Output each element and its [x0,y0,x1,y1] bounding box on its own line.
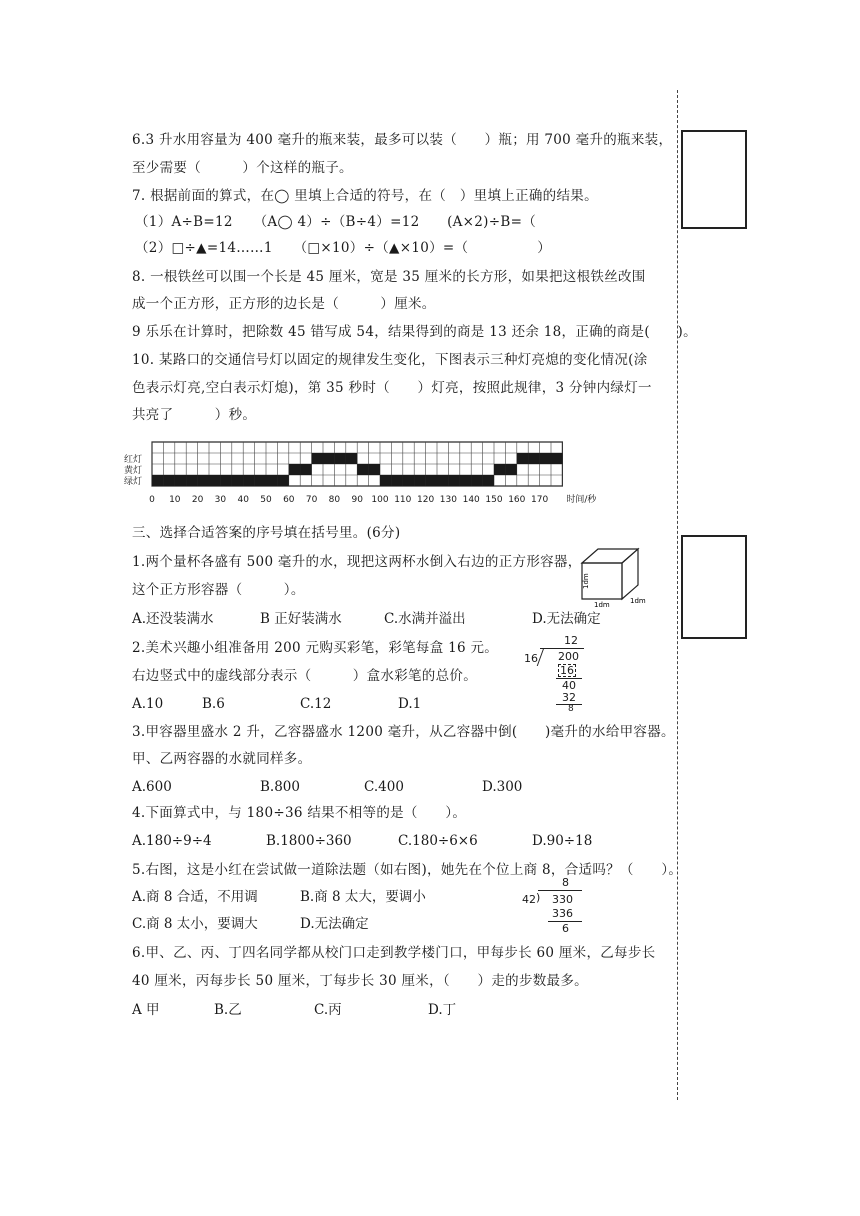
s3-q3-line2: 甲、乙两容器的水就同样多。 [132,751,312,767]
s3-q4-line1: 4.下面算式中，与 180÷36 结果不相等的是（ ）。 [132,805,467,821]
q5-dividend: 330 [552,893,573,906]
q10-line3: 共亮了 ）秒。 [132,407,257,423]
s3-q4-opt-d: D.90÷18 [532,833,593,849]
q7-row2: （2）□÷▲=14……1 （□×10）÷（▲×10）=（ ） [135,240,552,256]
tick-label: 160 [508,495,526,505]
lit-cell-yellow [369,464,380,475]
q8-line2: 成一个正方形，正方形的边长是（ ）厘米。 [132,296,436,312]
lit-cell-green [209,475,220,486]
lit-cell-yellow [494,464,505,475]
s3-q3-line1: 3.甲容器里盛水 2 升，乙容器盛水 1200 毫升，从乙容器中倒( )毫升的水给甲容器。 [132,724,675,740]
s3-q4-opt-c: C.180÷6×6 [398,833,478,849]
q6-line1: 6.3 升水用容量为 400 毫升的瓶来装，最多可以装（ ）瓶；用 700 毫升的瓶来装， [132,132,673,148]
lit-cell-green [403,475,414,486]
s3-q2-line1: 2.美术兴趣小组准备用 200 元购买彩笔，彩笔每盒 16 元。 [132,640,499,656]
lit-cell-green [232,475,243,486]
long-division-q5 [522,876,592,938]
lit-cell-green [163,475,174,486]
score-box-2 [681,535,747,639]
lit-cell-green [277,475,288,486]
cube-label-depth: 1dm [630,597,646,605]
lit-cell-yellow [505,464,516,475]
q5-bracket-glyph: ) [536,891,541,904]
long-division-q2 [522,632,592,712]
q2-remainder: 8 [568,704,574,714]
q5-bracket [538,890,582,891]
s3-q3-opt-b: B.800 [260,779,300,795]
signal-light-chart [122,438,642,510]
s3-q3-opt-d: D.300 [482,779,523,795]
s3-q5-opt-c: C.商 8 太小，要调大 [132,916,258,932]
tick-label: 110 [394,495,412,505]
tick-label: 50 [260,495,272,505]
tick-label: 80 [328,495,341,505]
tick-label: 130 [439,495,457,505]
s3-q4-opt-b: B.1800÷360 [266,833,352,849]
q9-line1: 9 乐乐在计算时，把除数 45 错写成 54，结果得到的商是 13 还余 18，正确的商是( )。 [132,324,697,340]
s3-q1-line1: 1.两个量杯各盛有 500 毫升的水，现把这两杯水倒入右边的正方形容器， [132,554,582,570]
tick-label: 90 [351,495,363,505]
s3-q1-line2: 这个正方形容器（ ）。 [132,582,305,598]
tick-label: 40 [237,495,249,505]
s3-q2-opt-b: B.6 [202,696,225,712]
s3-q2-opt-c: C.12 [300,696,332,712]
row-label: 红灯 [124,455,143,465]
lit-cell-red [312,453,323,464]
q2-quotient: 12 [564,634,578,647]
s3-q6-opt-b: B.乙 [214,1002,242,1018]
tick-label: 170 [531,495,549,505]
lit-cell-green [414,475,425,486]
s3-q3-opt-c: C.400 [364,779,404,795]
s3-q2-line2: 右边竖式中的虚线部分表示（ ）盒水彩笔的总价。 [132,668,477,684]
s3-q6-opt-c: C.丙 [314,1002,342,1018]
s3-q1-opt-d: D.无法确定 [532,611,601,627]
lit-cell-green [426,475,437,486]
lit-cell-green [175,475,186,486]
section3-title: 三、选择合适答案的序号填在括号里。(6分) [132,525,401,541]
s3-q5-opt-b: B.商 8 太大，要调小 [300,889,426,905]
s3-q6-opt-d: D.丁 [428,1002,457,1018]
s3-q2-opt-d: D.1 [398,696,422,712]
s3-q1-opt-a: A.还没装满水 [132,611,214,627]
lit-cell-red [334,453,345,464]
cube-figure [578,545,646,609]
axis-label: 时间/秒 [566,495,597,505]
tick-label: 100 [371,495,389,505]
q5-divisor: 42 [522,893,536,906]
lit-cell-green [266,475,277,486]
tick-label: 140 [462,495,480,505]
tick-label: 0 [149,495,155,505]
lit-cell-green [186,475,197,486]
q10-line2: 色表示灯亮,空白表示灯熄)，第 35 秒时（ ）灯亮，按照此规律，3 分钟内绿灯一 [132,380,652,396]
s3-q5-line1: 5.右图，这是小红在尝试做一道除法题（如右图)，她先在个位上商 8，合适吗？（ ）。 [132,862,683,878]
lit-cell-green [460,475,471,486]
s3-q5-opt-d: D.无法确定 [300,916,369,932]
q10-line1: 10. 某路口的交通信号灯以固定的规律发生变化，下图表示三种灯亮熄的变化情况(涂 [132,352,648,368]
tick-label: 60 [283,495,295,505]
lit-cell-green [152,475,163,486]
q5-quotient: 8 [562,876,569,889]
tick-label: 150 [485,495,503,505]
binding-dashed-line [677,90,678,1100]
s3-q4-opt-a: A.180÷9÷4 [132,833,212,849]
tick-label: 10 [169,495,181,505]
lit-cell-red [323,453,334,464]
q5-step: 336 [552,907,573,920]
q2-divisor: 16 [524,652,538,665]
s3-q2-opt-a: A.10 [132,696,164,712]
s3-q3-opt-a: A.600 [132,779,172,795]
tick-label: 120 [417,495,435,505]
q2-dividend: 200 [558,650,579,663]
lit-cell-yellow [300,464,311,475]
s3-q1-opt-b: B 正好装满水 [260,611,342,627]
lit-cell-green [243,475,254,486]
q2-step1: 16 [560,664,574,677]
tick-label: 30 [214,495,227,505]
tick-label: 70 [305,495,318,505]
s3-q6-opt-a: A 甲 [132,1002,160,1018]
tick-label: 20 [191,495,204,505]
cube-label-height: 1dm [582,573,590,589]
score-box-1 [681,130,747,229]
q7-stem: 7. 根据前面的算式，在◯ 里填上合适的符号，在（ ）里填上正确的结果。 [132,188,598,204]
lit-cell-yellow [357,464,368,475]
q6-line2: 至少需要（ ）个这样的瓶子。 [132,160,353,176]
row-label: 黄灯 [124,466,143,476]
row-label: 绿灯 [124,477,143,487]
q2-step2: 40 [562,679,576,692]
lit-cell-yellow [289,464,300,475]
q2-step3: 32 [562,691,576,704]
lit-cell-green [391,475,402,486]
lit-cell-red [346,453,357,464]
s3-q5-opt-a: A.商 8 合适，不用调 [132,889,258,905]
q7-row1: （1）A÷B=12 （A◯ 4）÷（B÷4）=12 (A×2)÷B=（ [135,214,536,230]
lit-cell-red [528,453,539,464]
lit-cell-green [448,475,459,486]
lit-cell-green [198,475,209,486]
s3-q1-opt-c: C.水满并溢出 [384,611,466,627]
lit-cell-green [255,475,266,486]
lit-cell-green [380,475,391,486]
lit-cell-green [471,475,482,486]
s3-q6-line1: 6.甲、乙、丙、丁四名同学都从校门口走到教学楼门口，甲每步长 60 厘米，乙每步长 [132,945,656,961]
lit-cell-green [483,475,494,486]
cube-label-width: 1dm [594,601,610,609]
s3-q6-line2: 40 厘米，丙每步长 50 厘米，丁每步长 30 厘米，（ ）走的步数最多。 [132,973,588,989]
lit-cell-red [540,453,551,464]
lit-cell-green [220,475,231,486]
lit-cell-red [551,453,562,464]
lit-cell-green [437,475,448,486]
q5-remainder: 6 [562,922,569,935]
q8-line1: 8. 一根铁丝可以围一个长是 45 厘米，宽是 35 厘米的长方形，如果把这根铁丝改围 [132,269,646,285]
lit-cell-red [517,453,528,464]
